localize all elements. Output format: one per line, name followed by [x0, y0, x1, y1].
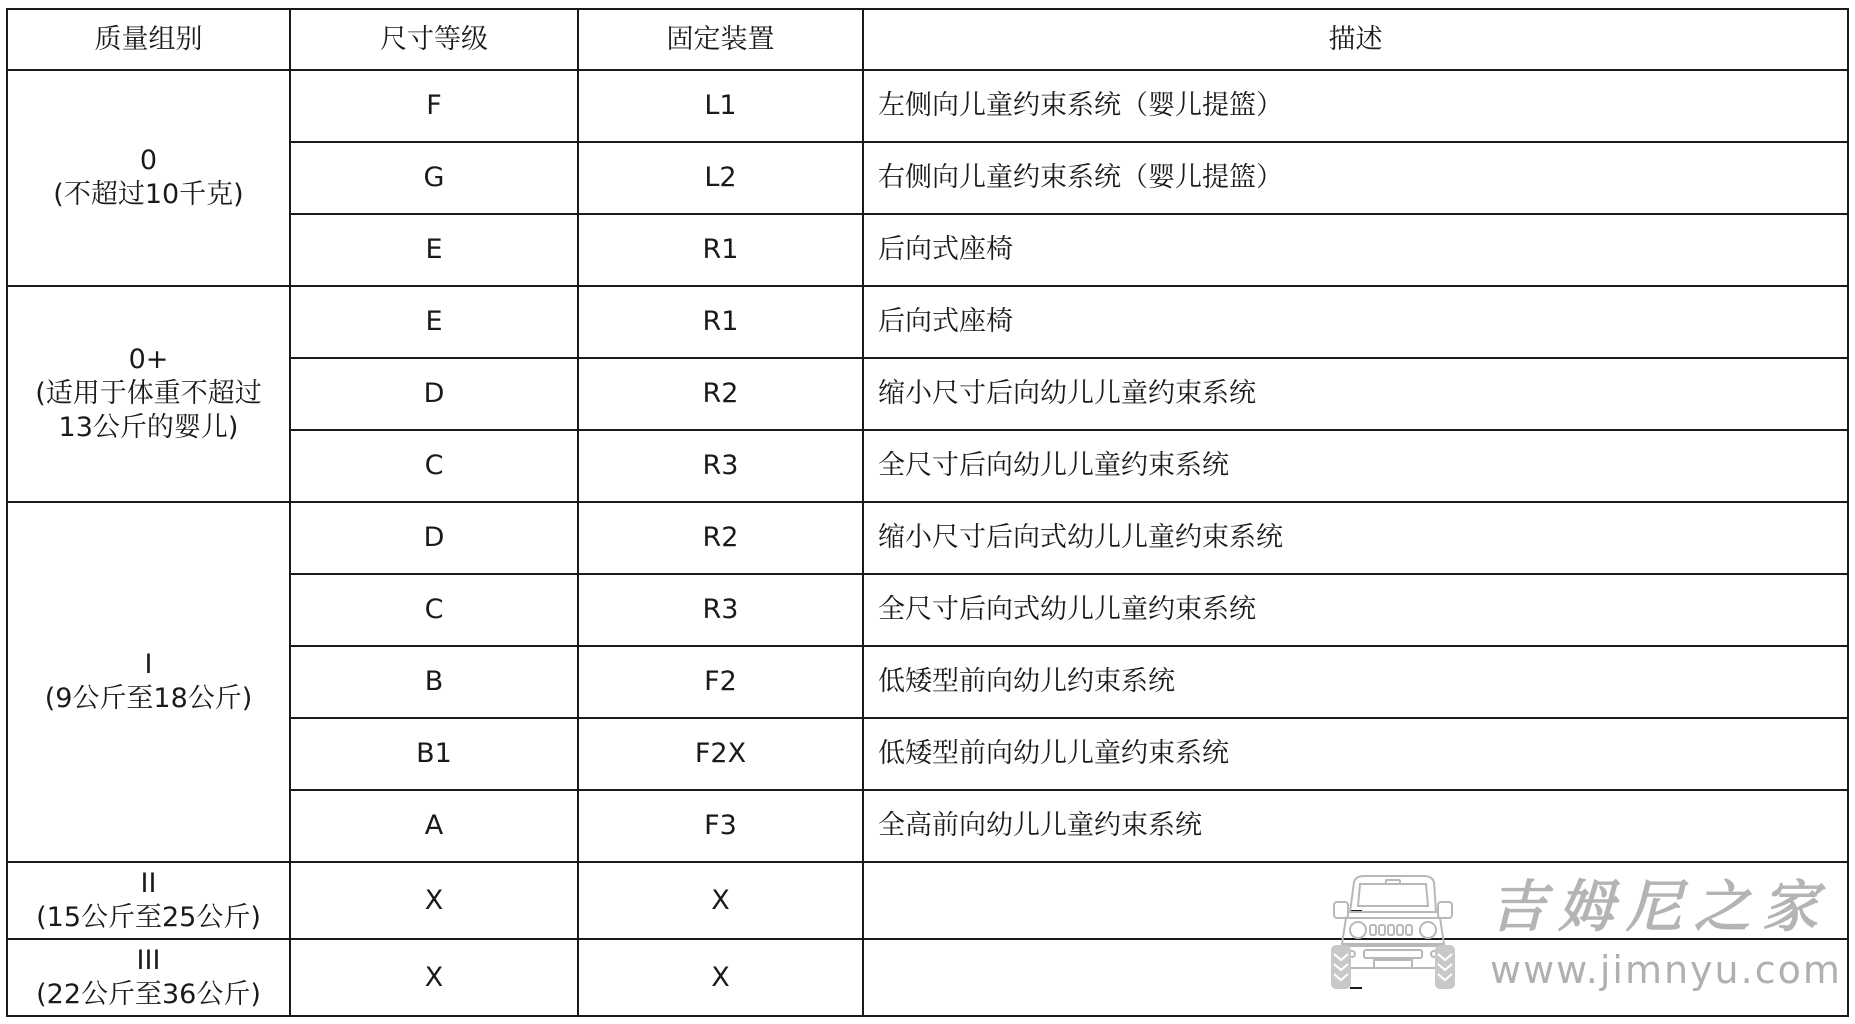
description-cell-empty: [863, 862, 1848, 939]
description-cell: 左侧向儿童约束系统（婴儿提篮）: [863, 70, 1848, 142]
fixture-cell: R1: [578, 286, 863, 358]
watermark-brand-text: 吉姆尼之家: [1490, 874, 1830, 940]
mass-group-range: (适用于体重不超过13公斤的婴儿): [35, 378, 262, 443]
table-row: [7, 70, 1848, 142]
child-restraint-table: [6, 8, 1849, 1017]
size-class-cell: C: [290, 430, 578, 502]
fixture-cell: X: [578, 939, 863, 1016]
fixture-cell: X: [578, 862, 863, 939]
size-class-cell: E: [290, 214, 578, 286]
size-class-cell: X: [290, 939, 578, 1016]
restraint-table-container: [6, 8, 1847, 1016]
mass-group-cell: [7, 70, 290, 286]
mass-group-cell: [7, 286, 290, 502]
description-cell: 全高前向幼儿儿童约束系统: [863, 790, 1848, 862]
description-cell: 后向式座椅: [863, 214, 1848, 286]
mass-group-title: 0+: [128, 344, 169, 375]
fixture-cell: L1: [578, 70, 863, 142]
header-size-class: 尺寸等级: [290, 9, 578, 70]
description-cell: 全尺寸后向幼儿儿童约束系统: [863, 430, 1848, 502]
size-class-cell: G: [290, 142, 578, 214]
header-mass-group: 质量组别: [7, 9, 290, 70]
fixture-cell: R3: [578, 430, 863, 502]
mass-group-range: (22公斤至36公斤): [36, 978, 261, 1010]
size-class-cell: C: [290, 574, 578, 646]
mass-group-cell: [7, 939, 290, 1016]
mass-group-range: (15公斤至25公斤): [36, 901, 261, 933]
description-cell: 低矮型前向幼儿约束系统: [863, 646, 1848, 718]
fixture-cell: L2: [578, 142, 863, 214]
description-cell: 全尺寸后向式幼儿儿童约束系统: [863, 574, 1848, 646]
watermark-url-text: www.jimnyu.com: [1490, 948, 1842, 992]
mass-group-range: (9公斤至18公斤): [44, 683, 253, 714]
mass-group-title: I: [144, 649, 153, 680]
size-class-cell: X: [290, 862, 578, 939]
fixture-cell: R3: [578, 574, 863, 646]
size-class-cell: D: [290, 502, 578, 574]
size-class-cell: F: [290, 70, 578, 142]
description-cell-empty: [863, 939, 1848, 1016]
size-class-cell: E: [290, 286, 578, 358]
mass-group-cell: [7, 502, 290, 862]
mass-group-title: II: [140, 867, 157, 899]
header-description: 描述: [863, 9, 1848, 70]
size-class-cell: B: [290, 646, 578, 718]
fixture-cell: F3: [578, 790, 863, 862]
size-class-cell: A: [290, 790, 578, 862]
empty-dash-marker: [1350, 987, 1362, 989]
fixture-cell: R1: [578, 214, 863, 286]
fixture-cell: F2: [578, 646, 863, 718]
table-row: [7, 939, 1848, 1016]
mass-group-cell: [7, 862, 290, 939]
mass-group-title: III: [136, 944, 161, 976]
fixture-cell: R2: [578, 502, 863, 574]
size-class-cell: D: [290, 358, 578, 430]
description-cell: 低矮型前向幼儿儿童约束系统: [863, 718, 1848, 790]
fixture-cell: R2: [578, 358, 863, 430]
table-row: [7, 862, 1848, 939]
description-cell: 右侧向儿童约束系统（婴儿提篮）: [863, 142, 1848, 214]
fixture-cell: F2X: [578, 718, 863, 790]
size-class-cell: B1: [290, 718, 578, 790]
table-row: [7, 502, 1848, 574]
description-cell: 缩小尺寸后向式幼儿儿童约束系统: [863, 502, 1848, 574]
mass-group-title: 0: [139, 145, 158, 176]
description-cell: 缩小尺寸后向幼儿儿童约束系统: [863, 358, 1848, 430]
header-fixture: 固定装置: [578, 9, 863, 70]
header-row: [7, 9, 1848, 70]
description-cell: 后向式座椅: [863, 286, 1848, 358]
mass-group-range: (不超过10千克): [53, 179, 244, 210]
empty-dash-marker: [1350, 910, 1362, 912]
table-row: [7, 286, 1848, 358]
